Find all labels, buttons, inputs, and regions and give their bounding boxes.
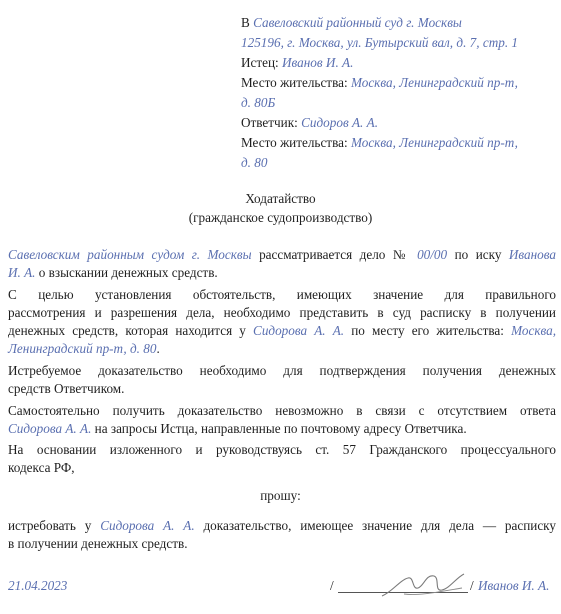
plaintiff-name: Иванов И. А. [282,55,354,70]
p1-text-3: о взыскании денежных средств. [38,265,218,280]
paragraph-5-line-1: На основании изложенного и руководствуясь ст. 57 Гражданского процессуального [8,442,556,457]
signature-close-slash: / [470,578,474,593]
paragraph-4-line-1: Самостоятельно получить доказательство невозможно в связи с отсутствием ответа [8,403,556,418]
request-word: прошу: [260,488,301,503]
paragraph-3-line-2: средств Ответчиком. [8,381,125,396]
paragraph-1-line-1 [8,246,556,263]
defendant-residence-2: д. 80 [241,155,268,170]
paragraph-2-line-4 [8,340,160,357]
defendant-label: Ответчик: [241,115,298,130]
defendant-name: Сидоров А. А. [301,115,378,130]
document-subtitle: (гражданское судопроизводство) [188,210,373,225]
court-prefix: В [241,15,250,30]
paragraph-5-line-2: кодекса РФ, [8,460,75,475]
plaintiff-label: Истец: [241,55,279,70]
p2-text: денежных средств, которая находится у [8,323,246,338]
defendant-city-inline: Москва, [511,323,557,338]
paragraph-2-line-3 [8,322,556,339]
plaintiff-surname-inline: Иванова [508,247,557,262]
defendant-street-inline: Ленинградский пр-т, д. 80 [8,341,157,356]
paragraph-6-line-1 [8,517,556,534]
p1-text-2: по иску [454,247,502,262]
paragraph-2-line-1: С целью установления обстоятельств, имеющих значение для правильного [8,287,556,302]
signer-name: Иванов И. А. [478,578,550,593]
defendant-residence-label: Место жительства: [241,135,348,150]
plaintiff-residence-2: д. 80Б [241,95,276,110]
defendant-residence-1: Москва, Ленинградский пр-т, [350,135,518,150]
court-line [241,14,462,31]
handwritten-signature-icon [378,566,468,604]
document-title: Ходатайство [245,191,316,206]
court-name-inline: Савеловским районным судом г. Москвы [8,247,252,262]
plaintiff-residence-line [241,74,518,91]
p1-text: рассматривается дело № [259,247,410,262]
court-address: 125196, г. Москва, ул. Бутырский вал, д. 7, стр. 1 [241,35,519,50]
paragraph-2-line-2: рассмотрения и разрешения дела, необходимо представить в суд расписку в получении [8,305,556,320]
defendant-name-inline-3: Сидорова А. А. [100,518,195,533]
plaintiff-residence-1: Москва, Ленинградский пр-т, [350,75,518,90]
plaintiff-line [241,54,353,71]
paragraph-3-line-1: Истребуемое доказательство необходимо для подтверждения получения денежных [8,363,556,378]
p2-text-2: по месту его жительства: [351,323,504,338]
paragraph-4-line-2 [8,420,467,437]
p2-period: . [156,341,160,356]
document-date: 21.04.2023 [8,578,68,593]
signature-open-slash: / [330,578,334,593]
defendant-name-inline: Сидорова А. А. [253,323,345,338]
plaintiff-residence-label: Место жительства: [241,75,348,90]
defendant-residence-line [241,134,518,151]
p6-text: истребовать у [8,518,92,533]
p6-text-2: доказательство, имеющее значение для дела — расписку [203,518,556,533]
case-number: 00/00 [417,247,448,262]
plaintiff-initials-inline: И. А. [8,265,36,280]
defendant-name-inline-2: Сидорова А. А. [8,421,92,436]
defendant-line [241,114,378,131]
court-name: Савеловский районный суд г. Москвы [253,15,462,30]
p4-text: на запросы Истца, направленные по почтовому адресу Ответчика. [94,421,467,436]
paragraph-6-line-2: в получении денежных средств. [8,536,188,551]
paragraph-1-line-2 [8,264,218,281]
